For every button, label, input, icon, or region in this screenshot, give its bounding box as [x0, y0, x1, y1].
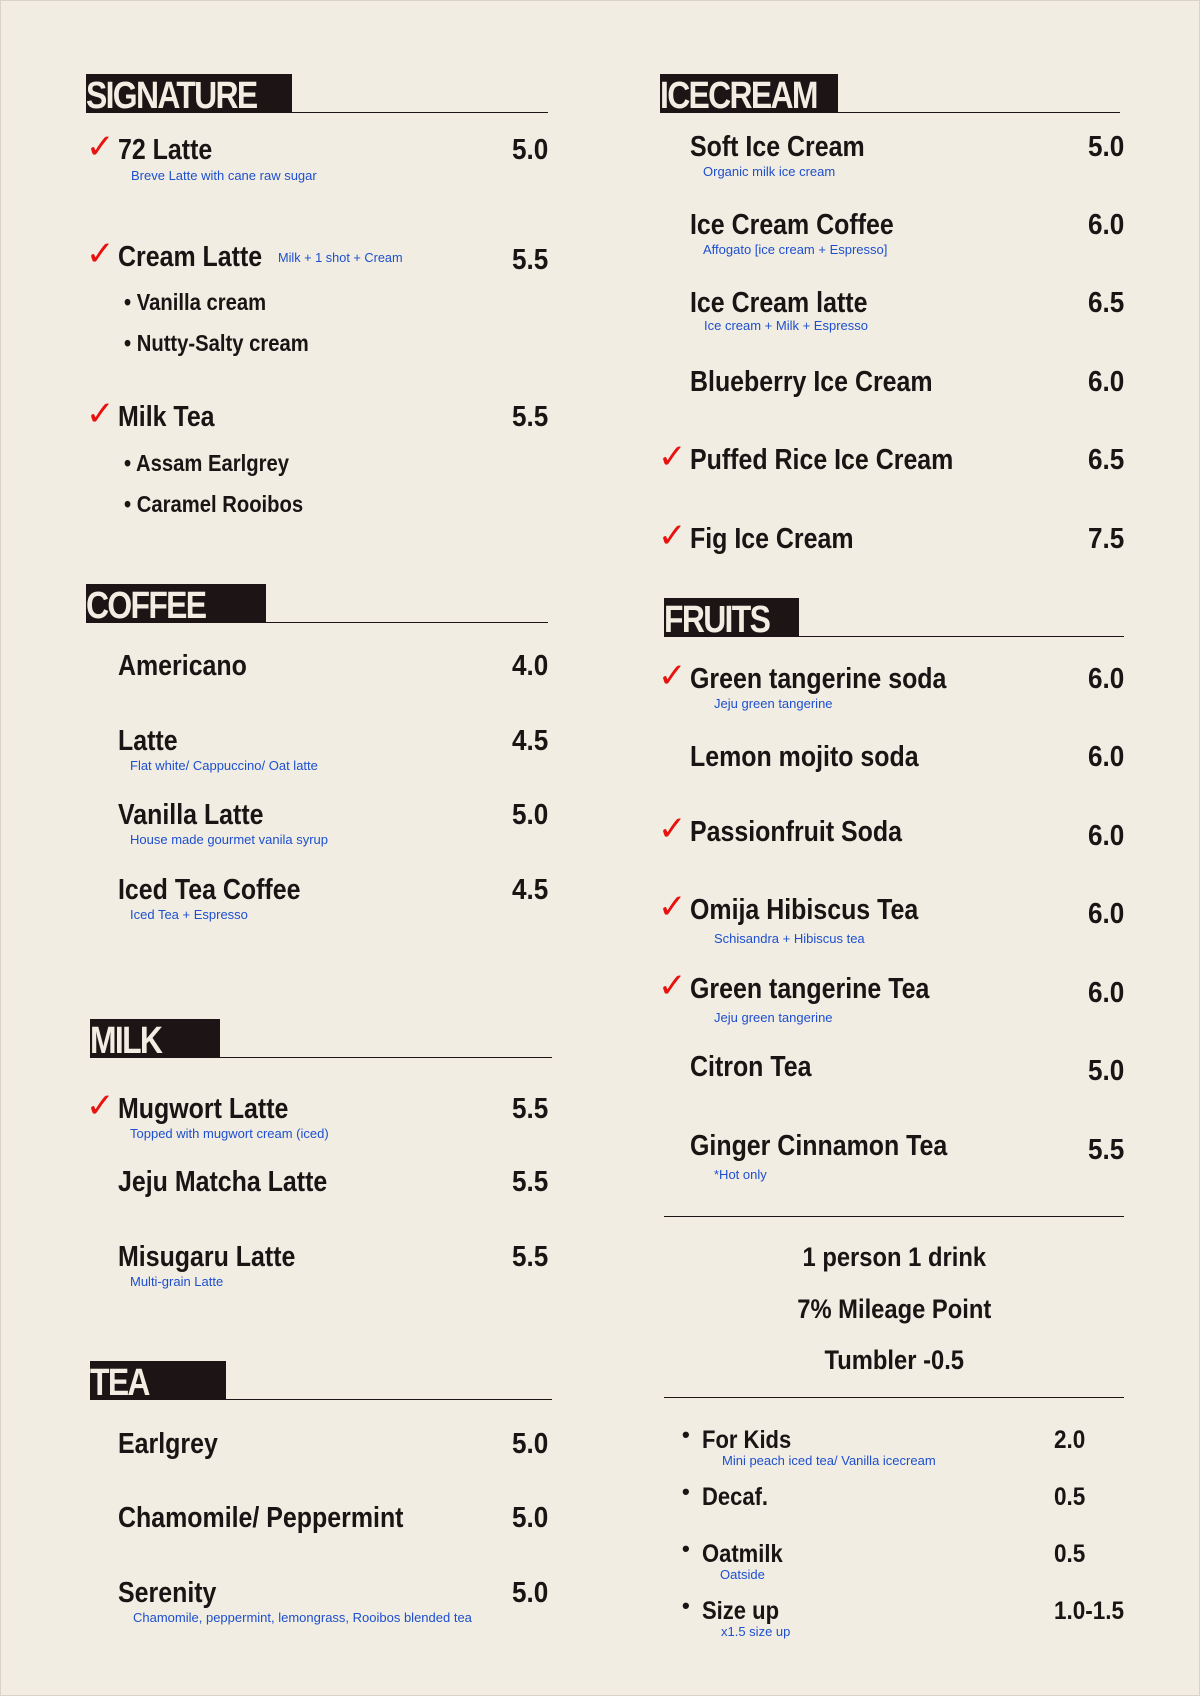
check-icon: ✓: [658, 888, 687, 926]
section-header: [86, 74, 548, 117]
item-price: 5.5: [511, 1093, 548, 1125]
check-icon: ✓: [86, 1087, 115, 1125]
item-price: 6.0: [1087, 977, 1124, 1009]
header-rule: [90, 1057, 552, 1058]
item-name: Latte: [118, 725, 178, 757]
item-name: Chamomile/ Peppermint: [118, 1502, 404, 1534]
option-item: • Nutty-Salty cream: [124, 330, 309, 356]
section-title: COFFEE: [86, 585, 206, 627]
section-signature: [86, 74, 548, 117]
item-price: 5.5: [511, 401, 548, 433]
item-price: 6.0: [1087, 741, 1124, 773]
item-price: 5.0: [511, 1502, 548, 1534]
item-name: Cream Latte Milk + 1 shot + Cream: [118, 241, 403, 273]
section-milk: [90, 1019, 552, 1062]
item-description: Flat white/ Cappuccino/ Oat latte: [130, 758, 318, 773]
section-title: TEA: [90, 1362, 149, 1404]
item-name: Mugwort Latte: [118, 1093, 289, 1125]
item-price: 6.0: [1087, 366, 1124, 398]
item-name: Milk Tea: [118, 401, 215, 433]
item-description: Chamomile, peppermint, lemongrass, Rooibos blended tea: [133, 1610, 472, 1625]
item-description: Jeju green tangerine: [714, 696, 833, 711]
item-price: 4.5: [511, 725, 548, 757]
item-name: Iced Tea Coffee: [118, 874, 301, 906]
item-name: Lemon mojito soda: [690, 741, 919, 773]
section-title: MILK: [90, 1020, 162, 1062]
item-price: 6.5: [1087, 444, 1124, 476]
section-header: [90, 1019, 552, 1062]
item-name: Passionfruit Soda: [690, 816, 903, 848]
item-name: Fig Ice Cream: [690, 523, 854, 555]
divider-top: [664, 1216, 1124, 1217]
item-name: Citron Tea: [690, 1051, 812, 1083]
header-rule: [660, 112, 1120, 113]
extra-price: 0.5: [1054, 1483, 1086, 1511]
check-icon: ✓: [86, 128, 115, 166]
divider-bottom: [664, 1397, 1124, 1398]
extra-name: For Kids: [702, 1426, 792, 1454]
section-title: ICECREAM: [660, 75, 817, 117]
item-description: Ice cream + Milk + Espresso: [704, 318, 868, 333]
extra-price: 0.5: [1054, 1540, 1086, 1568]
check-icon: ✓: [658, 517, 687, 555]
item-name: Ginger Cinnamon Tea: [690, 1130, 948, 1162]
item-name: Green tangerine Tea: [690, 973, 930, 1005]
policy-note: 1 person 1 drink: [802, 1242, 986, 1272]
extra-price: 1.0-1.5: [1054, 1597, 1125, 1625]
item-description: Topped with mugwort cream (iced): [130, 1126, 329, 1141]
bullet-icon: •: [682, 1593, 690, 1618]
section-coffee: [86, 584, 548, 627]
item-description: Multi-grain Latte: [130, 1274, 224, 1289]
item-name: Vanilla Latte: [118, 799, 264, 831]
item-price: 5.0: [511, 1428, 548, 1460]
policy-note: 7% Mileage Point: [796, 1294, 992, 1324]
section-title: SIGNATURE: [86, 75, 257, 117]
header-rule: [86, 622, 548, 623]
extra-name: Size up: [702, 1597, 780, 1625]
bullet-icon: •: [682, 1422, 690, 1447]
extra-name: Oatmilk: [702, 1540, 783, 1568]
item-price: 5.0: [1087, 131, 1124, 163]
check-icon: ✓: [658, 810, 687, 848]
check-icon: ✓: [658, 657, 687, 695]
check-icon: ✓: [86, 235, 115, 273]
item-price: 6.0: [1087, 898, 1124, 930]
item-price: 5.0: [511, 1577, 548, 1609]
item-name: Soft Ice Cream: [690, 131, 865, 163]
option-item: • Caramel Rooibos: [124, 491, 304, 517]
bullet-icon: •: [682, 1479, 690, 1504]
extra-description: Oatside: [720, 1567, 765, 1582]
section-fruits: [664, 598, 1126, 641]
item-name: Serenity: [118, 1577, 217, 1609]
check-icon: ✓: [658, 438, 687, 476]
option-item: • Assam Earlgrey: [124, 450, 289, 476]
item-price: 5.0: [511, 134, 548, 166]
option-item: • Vanilla cream: [124, 289, 267, 315]
item-price: 5.0: [511, 799, 548, 831]
item-name: Green tangerine soda: [690, 663, 947, 695]
item-price: 5.5: [511, 1241, 548, 1273]
item-price: 4.0: [511, 650, 548, 682]
item-name: Ice Cream latte: [690, 287, 868, 319]
item-price: 6.5: [1087, 287, 1124, 319]
check-icon: ✓: [658, 967, 687, 1005]
item-description: Milk + 1 shot + Cream: [277, 250, 403, 266]
item-price: 5.5: [511, 1166, 548, 1198]
item-price: 6.0: [1087, 663, 1124, 695]
section-header: [90, 1361, 552, 1404]
item-price: 6.0: [1087, 209, 1124, 241]
item-name: Puffed Rice Ice Cream: [690, 444, 954, 476]
bullet-icon: •: [682, 1536, 690, 1561]
item-description: Affogato [ice cream + Espresso]: [703, 242, 888, 257]
item-name: Omija Hibiscus Tea: [690, 894, 919, 926]
item-name: Misugaru Latte: [118, 1241, 296, 1273]
item-price: 5.0: [1087, 1055, 1124, 1087]
section-title: FRUITS: [664, 599, 770, 641]
item-price: 5.5: [511, 244, 548, 276]
extra-description: x1.5 size up: [721, 1624, 791, 1639]
extra-price: 2.0: [1054, 1426, 1086, 1454]
item-description: Jeju green tangerine: [714, 1010, 833, 1025]
extra-description: Mini peach iced tea/ Vanilla icecream: [722, 1453, 936, 1468]
header-rule: [86, 112, 548, 113]
policy-note: Tumbler -0.5: [824, 1345, 964, 1375]
item-price: 7.5: [1087, 523, 1124, 555]
item-price: 5.5: [1087, 1134, 1124, 1166]
check-icon: ✓: [86, 395, 115, 433]
item-name: 72 Latte: [118, 134, 213, 166]
extra-name: Decaf.: [702, 1483, 769, 1511]
item-name: Earlgrey: [118, 1428, 218, 1460]
item-name: Jeju Matcha Latte: [118, 1166, 328, 1198]
section-header: [660, 74, 1122, 117]
item-name: Blueberry Ice Cream: [690, 366, 933, 398]
section-icecream: [660, 74, 1122, 117]
item-description: Schisandra + Hibiscus tea: [714, 931, 865, 946]
section-header: [86, 584, 548, 627]
item-name: Ice Cream Coffee: [690, 209, 894, 241]
section-header: [664, 598, 1126, 641]
item-description: Iced Tea + Espresso: [130, 907, 248, 922]
header-rule: [664, 636, 1124, 637]
item-price: 4.5: [511, 874, 548, 906]
item-description: House made gourmet vanila syrup: [130, 832, 328, 847]
item-description: Organic milk ice cream: [703, 164, 836, 179]
item-description: *Hot only: [714, 1167, 767, 1182]
section-tea: [90, 1361, 552, 1404]
item-name: Americano: [118, 650, 247, 682]
item-description: Breve Latte with cane raw sugar: [131, 168, 317, 183]
header-rule: [90, 1399, 552, 1400]
item-price: 6.0: [1087, 820, 1124, 852]
